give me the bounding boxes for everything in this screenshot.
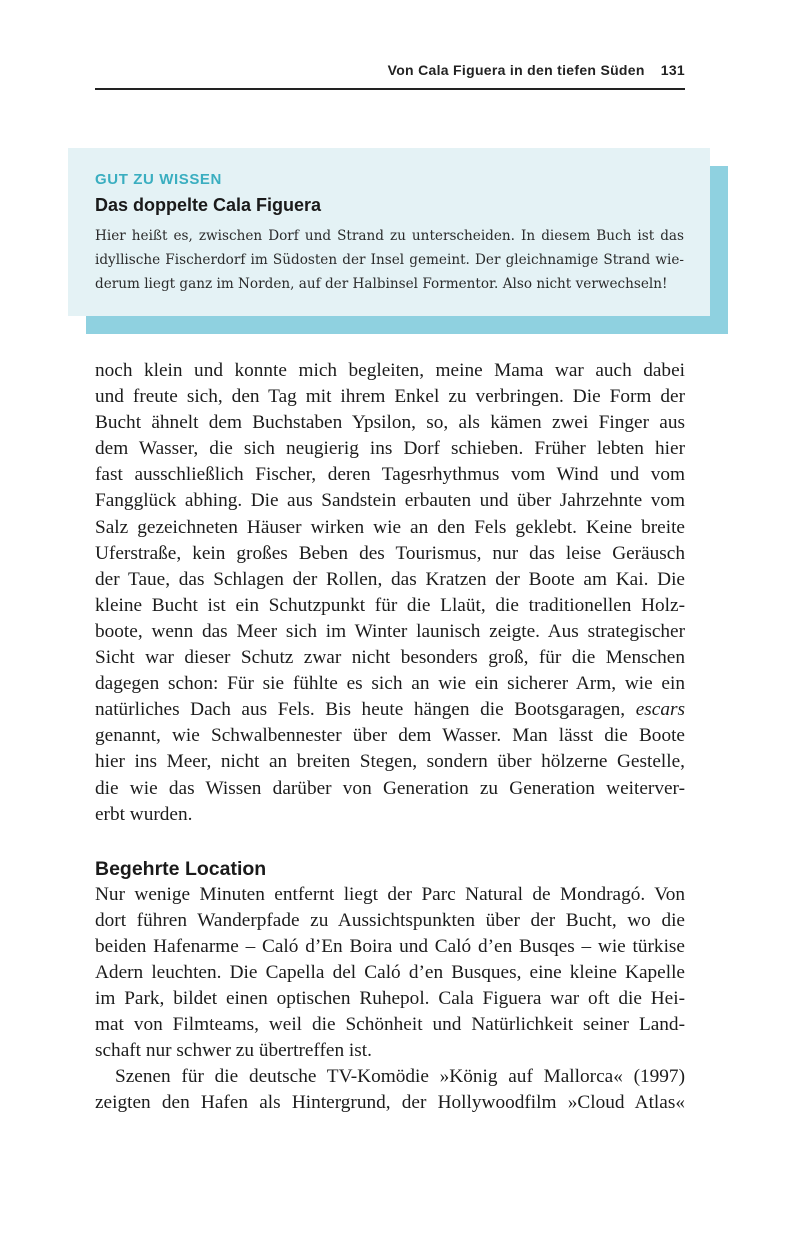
info-box-panel [68, 148, 710, 316]
text-line: boote, wenn das Meer sich im Winter launisch zeigte. Aus strategischer [95, 620, 685, 642]
info-box-title: Das doppelte Cala Figuera [95, 195, 322, 215]
text-line: Adern leuchten. Die Capella del Caló d’en Busques, eine kleine Kapelle [95, 961, 685, 983]
text-line: Uferstraße, kein großes Beben des Tourismus, nur das leise Geräusch [95, 542, 685, 564]
text-line: Nur wenige Minuten entfernt liegt der Parc Natural de Mondragó. Von [95, 883, 685, 905]
running-header [95, 62, 685, 90]
info-box-line: Hier heißt es, zwischen Dorf und Strand zu unterscheiden. In diesem Buch ist das [95, 228, 684, 244]
info-box-text [95, 224, 684, 296]
italic-term: escars [635, 699, 686, 721]
info-box [68, 148, 728, 334]
text-line: beiden Hafenarme – Caló d’En Boira und Caló d’en Busqes – wie türkise [95, 935, 685, 957]
body-text [95, 358, 685, 1117]
page-number: 131 [660, 62, 685, 78]
text-run: natürliches Dach aus Fels. Bis heute hängen die Bootsgaragen, [95, 699, 626, 721]
text-line: Szenen für die deutsche TV-Komödie »König auf Mallorca« (1997) [115, 1066, 685, 1088]
info-box-kicker: GUT ZU WISSEN [95, 171, 222, 188]
text-line: dagegen schon: Für sie fühlte es sich an wie ein sicherer Arm, wie ein [95, 673, 685, 695]
text-line: hier ins Meer, nicht an breiten Stegen, sondern über hölzerne Gestelle, [95, 751, 685, 773]
text-line: zeigten den Hafen als Hintergrund, der Hollywoodfilm »Cloud Atlas« [95, 1092, 685, 1114]
text-line: Salz gezeichneten Häuser wirken wie an den Fels geklebt. Keine breite [95, 516, 685, 538]
text-line: der Taue, das Schlagen der Rollen, das Kratzen der Boote am Kai. Die [95, 568, 685, 590]
text-line: dem Wasser, die sich neugierig ins Dorf schieben. Früher lebten hier [95, 438, 685, 460]
text-line: fast ausschließlich Fischer, deren Tagesrhythmus vom Wind und vom [95, 464, 685, 486]
text-line: mat von Filmteams, weil die Schönheit und Natürlichkeit seiner Land- [95, 1014, 685, 1036]
paragraph [95, 358, 685, 828]
text-line: Bucht ähnelt dem Buchstaben Ypsilon, so, als kämen zwei Finger aus [95, 412, 685, 434]
text-line: Sicht war dieser Schutz zwar nicht besonders groß, für die Menschen [95, 647, 685, 669]
paragraph [95, 882, 685, 1065]
text-line: Fangglück abhing. Die aus Sandstein erbauten und über Jahrzehnte vom [95, 490, 685, 512]
text-line: im Park, bildet einen optischen Ruhepol. Cala Figuera war oft die Hei- [95, 988, 685, 1010]
text-line: kleine Bucht ist ein Schutzpunkt für die Llaüt, die traditionellen Holz- [95, 594, 685, 616]
text-line: dort führen Wanderpfade zu Aussichtspunkten über der Bucht, wo die [95, 909, 685, 931]
running-header-title: Von Cala Figuera in den tiefen Süden [387, 62, 645, 78]
info-box-line: idyllische Fischerdorf im Südosten der Insel gemeint. Der gleichnamige Strand wie- [95, 252, 684, 268]
text-line: noch klein und konnte mich begleiten, meine Mama war auch dabei [95, 360, 685, 381]
info-box-line: derum liegt ganz im Norden, auf der Halbinsel Formentor. Also nicht verwechseln! [95, 276, 668, 292]
section-heading: Begehrte Location [95, 857, 267, 880]
text-line: erbt wurden. [95, 803, 193, 825]
text-line: genannt, wie Schwalbennester über dem Wasser. Man lässt die Boote [95, 725, 685, 747]
text-line: und freute sich, den Tag mit ihrem Enkel zu verbringen. Die Form der [95, 386, 685, 408]
text-line: schaft nur schwer zu übertreffen ist. [95, 1040, 372, 1062]
text-line: die wie das Wissen darüber von Generation zu Generation weiterver- [95, 777, 685, 799]
text-line [95, 697, 685, 723]
paragraph [95, 1064, 685, 1116]
